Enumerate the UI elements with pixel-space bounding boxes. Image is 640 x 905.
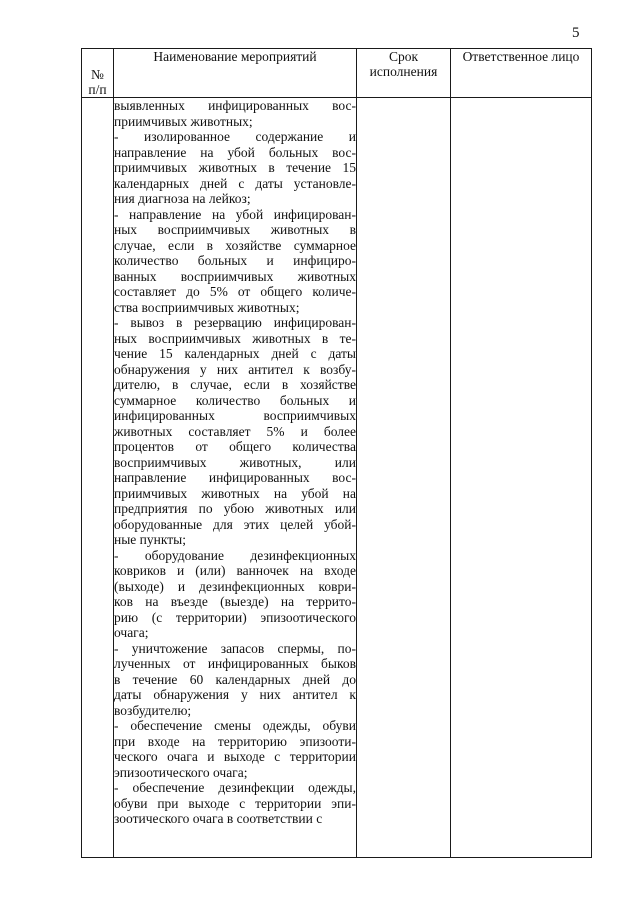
measure-text-line: выявленных инфицированных вос-: [114, 98, 356, 113]
measure-text-line: - уничтожение запасов спермы, по-: [114, 640, 356, 656]
measure-text-line: лученных от инфицированных быков: [114, 656, 356, 671]
measure-text-line: ков на въезде (выезде) на террито-: [114, 594, 356, 609]
measure-text-line: суммарное количество больных и: [114, 392, 356, 408]
measure-text-line: ных восприимчивых животных в: [114, 222, 356, 237]
measure-text-line: зоотического очага в соответствии с: [114, 811, 323, 826]
measure-text-line: процентов от общего количества: [114, 439, 356, 454]
measure-text-line: ния диагноза на лейкоз;: [114, 191, 251, 206]
measure-text-line: - обеспечение смены одежды, обуви: [114, 718, 356, 733]
measure-text-line: инфицированных восприимчивых: [114, 408, 356, 423]
header-number-label: № п/п: [88, 67, 107, 97]
measure-text-block: [114, 98, 356, 827]
measure-text-line: ческого очага и выходе с территории: [114, 749, 356, 764]
measure-text-line: - оборудование дезинфекционных: [114, 547, 356, 563]
header-responsible: [451, 49, 592, 98]
measure-text-line: чение 15 календарных дней с даты: [114, 346, 356, 361]
page-number: 5: [572, 25, 580, 41]
measure-text-line: предприятия по убою животных или: [114, 501, 356, 516]
measure-text-line: календарных дней с даты установле-: [114, 175, 356, 191]
measure-text-line: рию (с территории) эпизоотического: [114, 609, 356, 625]
measure-text-line: оборудованные для этих целей убой-: [114, 516, 356, 532]
measure-text-line: - вывоз в резервацию инфицирован-: [114, 315, 356, 330]
cell-number: [82, 98, 114, 858]
measure-text-line: составляет до 5% от общего количе-: [114, 284, 356, 299]
measure-text-line: направление на убой больных вос-: [114, 144, 356, 160]
measure-text-line: даты обнаружения у них антител к: [114, 687, 356, 702]
measure-text-line: приимчивых животных;: [114, 113, 253, 129]
measure-text-line: обнаружения у них антител к возбу-: [114, 361, 356, 377]
cell-measure-text: [114, 98, 357, 858]
measure-text-line: при входе на территорию эпизооти-: [114, 733, 356, 749]
measure-text-line: обуви при выходе с территории эпи-: [114, 795, 356, 811]
header-number: [82, 49, 114, 98]
header-measure-name-label: Наименование мероприятий: [153, 49, 317, 64]
measure-text-line: ковриков и (или) ванночек на входе: [114, 563, 356, 578]
table-row: [82, 98, 592, 858]
cell-responsible: [451, 98, 592, 858]
header-deadline: [357, 49, 451, 98]
measure-text-line: эпизоотического очага;: [114, 764, 248, 780]
header-measure-name: [114, 49, 357, 98]
table-header-row: [82, 49, 592, 98]
measure-text-line: ных восприимчивых животных в те-: [114, 330, 356, 346]
measure-text-line: количество больных и инфициро-: [114, 253, 356, 268]
measure-text-line: случае, если в хозяйстве суммарное: [114, 237, 356, 253]
measure-text-line: направление инфицированных вос-: [114, 470, 356, 485]
measure-text-line: приимчивых животных в течение 15: [114, 160, 356, 175]
measure-text-line: восприимчивых животных, или: [114, 454, 356, 470]
measure-text-line: приимчивых животных на убой на: [114, 485, 356, 501]
measure-text-line: в течение 60 календарных дней до: [114, 671, 356, 687]
measure-text-line: очага;: [114, 625, 149, 640]
measure-text-line: ные пункты;: [114, 532, 186, 547]
measure-text-line: (выходе) и дезинфекционных коври-: [114, 578, 356, 594]
measure-text-line: ства восприимчивых животных;: [114, 299, 300, 315]
header-deadline-label: Срок исполнения: [369, 49, 438, 79]
cell-deadline: [357, 98, 451, 858]
measure-text-line: - направление на убой инфицирован-: [114, 206, 356, 222]
measure-text-line: ванных восприимчивых животных: [114, 268, 356, 284]
measure-text-line: - обеспечение дезинфекции одежды,: [114, 780, 356, 795]
measure-text-line: дителю, в случае, если в хозяйстве: [114, 377, 356, 392]
measure-text-line: - изолированное содержание и: [114, 129, 356, 144]
measures-table: [81, 48, 592, 858]
header-responsible-label: Ответственное лицо: [462, 49, 580, 64]
measure-text-line: возбудителю;: [114, 702, 192, 718]
measure-text-line: животных составляет 5% и более: [114, 423, 356, 439]
